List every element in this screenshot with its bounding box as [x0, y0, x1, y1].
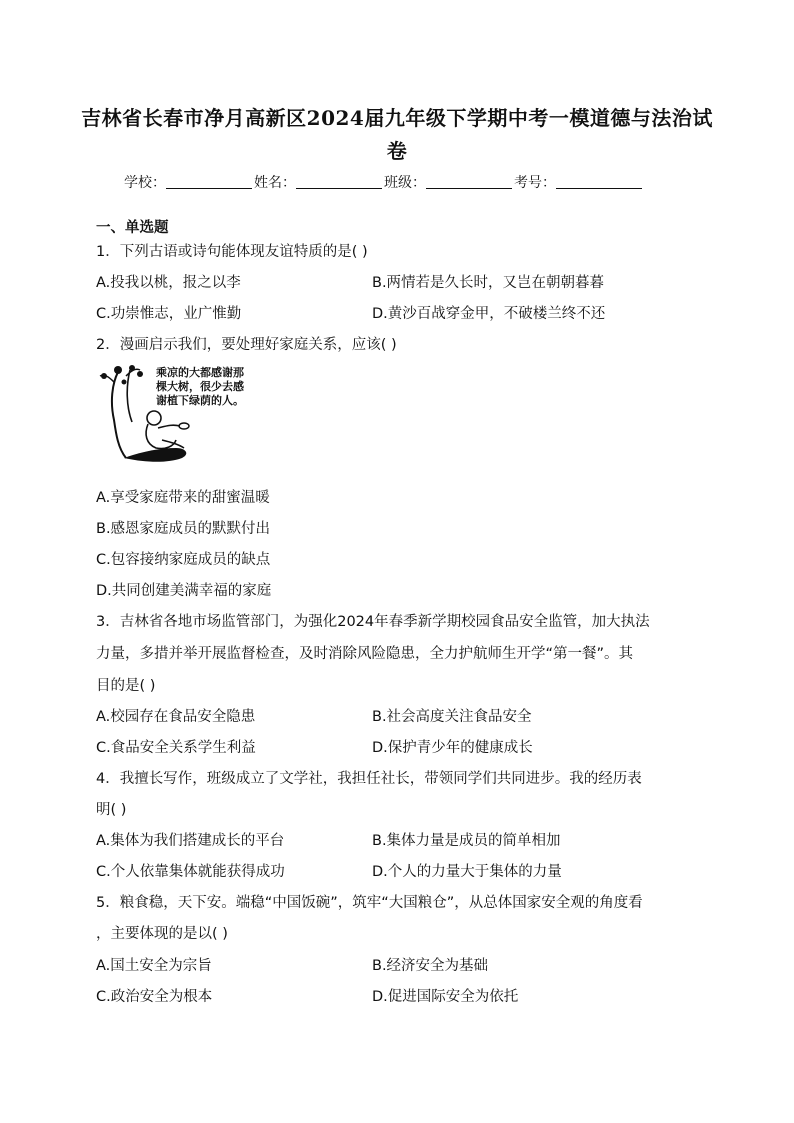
q2-option-d: D.共同创建美满幸福的家庭	[96, 583, 272, 599]
q1-option-b: B.两情若是久长时，又岂在朝朝暮暮	[372, 275, 605, 291]
name-label: 姓名：	[254, 175, 296, 191]
q5-option-a: A.国土安全为宗旨	[96, 958, 212, 974]
q4-option-a: A.集体为我们搭建成长的平台	[96, 833, 285, 849]
q1-option-c: C.功崇惟志，业广惟勤	[96, 306, 242, 322]
q5-stem-line1: 5．粮食稳，天下安。端稳“中国饭碗”，筑牢“大国粮仓”，从总体国家安全观的角度看	[96, 895, 643, 911]
q2-stem: 2．漫画启示我们，要处理好家庭关系，应该( )	[96, 337, 397, 353]
q1-option-a: A.投我以桃，报之以李	[96, 275, 241, 291]
comic-illustration	[96, 362, 286, 472]
q2-option-a: A.享受家庭带来的甜蜜温暖	[96, 490, 270, 506]
number-blank[interactable]	[556, 174, 642, 189]
class-label: 班级：	[384, 175, 426, 191]
q4-option-b: B.集体力量是成员的简单相加	[372, 833, 561, 849]
q5-option-d: D.促进国际安全为依托	[372, 989, 519, 1005]
q1-stem: 1．下列古语或诗句能体现友谊特质的是( )	[96, 244, 368, 260]
q3-stem-line3: 目的是( )	[96, 678, 156, 694]
q3-option-b: B.社会高度关注食品安全	[372, 709, 532, 725]
q3-stem-line1: 3．吉林省各地市场监管部门，为强化2024年春季新学期校园食品安全监管，加大执法	[96, 614, 650, 630]
q5-stem-line2: ，主要体现的是以( )	[96, 926, 228, 942]
comic-caption-line2: 棵大树，很少去感	[156, 380, 244, 393]
number-label: 考号：	[514, 175, 556, 191]
q4-option-d: D.个人的力量大于集体的力量	[372, 864, 562, 880]
q5-option-c: C.政治安全为根本	[96, 989, 213, 1005]
q4-stem-line2: 明( )	[96, 802, 127, 818]
q4-option-c: C.个人依靠集体就能获得成功	[96, 864, 285, 880]
q3-option-c: C.食品安全关系学生利益	[96, 740, 256, 756]
exam-title-line1: 吉林省长春市净月高新区2024届九年级下学期中考一模道德与法治试	[81, 106, 713, 130]
comic-caption-line3: 谢植下绿荫的人。	[156, 394, 244, 407]
q2-option-c: C.包容接纳家庭成员的缺点	[96, 552, 271, 568]
comic-caption-line1: 乘凉的大都感谢那	[156, 366, 244, 379]
exam-title-line2: 卷	[386, 139, 408, 163]
school-blank[interactable]	[166, 174, 252, 189]
q1-option-d: D.黄沙百战穿金甲，不破楼兰终不还	[372, 306, 606, 322]
q3-option-a: A.校园存在食品安全隐患	[96, 709, 256, 725]
section-heading: 一、单选题	[96, 220, 169, 236]
school-label: 学校：	[124, 175, 166, 191]
q4-stem-line1: 4．我擅长写作，班级成立了文学社，我担任社长，带领同学们共同进步。我的经历表	[96, 771, 642, 787]
student-info-row	[124, 172, 644, 192]
q5-option-b: B.经济安全为基础	[372, 958, 489, 974]
q2-option-b: B.感恩家庭成员的默默付出	[96, 521, 271, 537]
class-blank[interactable]	[426, 174, 512, 189]
name-blank[interactable]	[296, 174, 382, 189]
q3-option-d: D.保护青少年的健康成长	[372, 740, 533, 756]
q3-stem-line2: 力量，多措并举开展监督检查，及时消除风险隐患，全力护航师生开学“第一餐”。其	[96, 646, 634, 662]
